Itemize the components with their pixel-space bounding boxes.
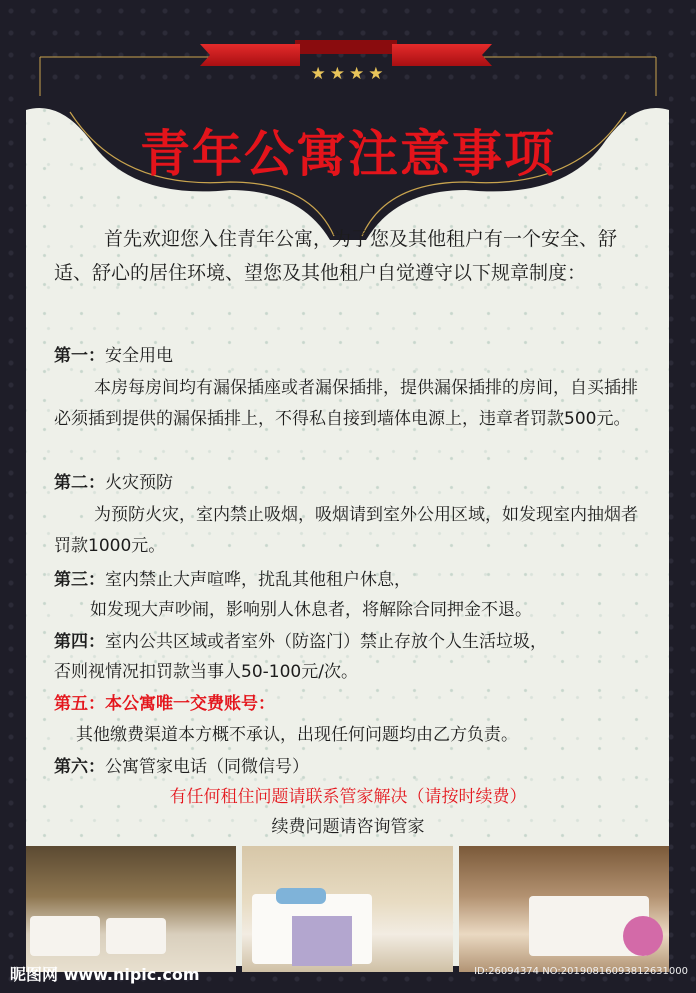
rule-3-heading	[54, 565, 654, 596]
rule-2-heading	[54, 468, 654, 499]
ribbon-left	[200, 44, 300, 66]
rule-5-title: 本公寓唯一交费账号：	[105, 694, 275, 714]
rule-3-title: 室内禁止大声喧哗，扰乱其他租户休息，	[105, 570, 411, 590]
rule-4-body: 否则视情况扣罚款当事人50-100元/次。	[54, 662, 358, 682]
ribbon-right	[392, 44, 492, 66]
room-photos	[26, 846, 669, 972]
rule-1-heading	[54, 341, 654, 372]
rule-5-label: 第五：	[54, 694, 105, 714]
rule-4-title: 室内公共区域或者室外（防盗门）禁止存放个人生活垃圾，	[105, 632, 547, 652]
rule-2-body: 为预防火灾，室内禁止吸烟，吸烟请到室外公用区域，如发现室内抽烟者罚款1000元。	[54, 505, 638, 556]
watermark-id: ID:26094374 NO:20190816093812631000	[474, 966, 688, 977]
rule-4-label: 第四：	[54, 632, 105, 652]
rule-2-label: 第二：	[54, 473, 105, 493]
watermark: 昵图网 www.nipic.com	[10, 965, 200, 984]
room-photo-1	[26, 846, 236, 972]
stars-icon: ★★★★	[310, 64, 388, 84]
rule-3-label: 第三：	[54, 570, 105, 590]
room-photo-2	[242, 846, 452, 972]
rule-2-title: 火灾预防	[105, 473, 173, 493]
rule-6-title: 公寓管家电话（同微信号）	[105, 757, 309, 777]
notice-black: 续费问题请咨询管家	[271, 817, 425, 837]
rule-4-heading	[54, 627, 654, 658]
intro-paragraph: 首先欢迎您入住青年公寓，为了您及其他租户有一个安全、舒适、舒心的居住环境、望您及其他租户自觉遵守以下规章制度：	[54, 228, 618, 284]
ribbon-center	[295, 40, 397, 54]
page-title: 青年公寓注意事项	[140, 124, 556, 183]
rule-5-body: 其他缴费渠道本方概不承认，出现任何问题均由乙方负责。	[76, 725, 518, 745]
rule-6-label: 第六：	[54, 757, 105, 777]
notice-red: 有任何租住问题请联系管家解决（请按时续费）	[169, 787, 527, 807]
rule-1-body: 本房每房间均有漏保插座或者漏保插排，提供漏保插排的房间，自买插排必须插到提供的漏保插排上，不得私自接到墙体电源上，违章者罚款500元。	[54, 378, 638, 429]
rule-6-heading	[54, 752, 654, 783]
rule-5-heading	[54, 689, 654, 720]
rule-1-title: 安全用电	[105, 346, 173, 366]
rule-1-label: 第一：	[54, 346, 105, 366]
rule-3-body: 如发现大声吵闹，影响别人休息者，将解除合同押金不退。	[90, 600, 532, 620]
room-photo-3	[459, 846, 669, 972]
